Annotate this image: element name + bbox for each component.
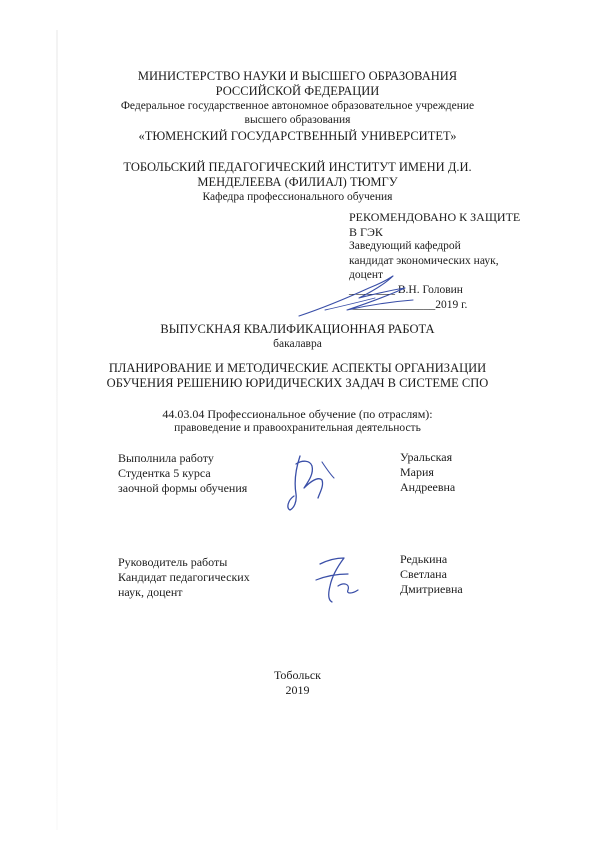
supervisor-surname: Редькина [400, 552, 448, 566]
supervisor-patronymic: Дмитриевна [400, 582, 463, 596]
footer-year: 2019 [285, 683, 310, 697]
institution-line-2: высшего образования [244, 114, 351, 126]
approval-line-1: РЕКОМЕНДОВАНО К ЗАЩИТЕ [349, 210, 521, 224]
student-first-name: Мария [400, 465, 434, 479]
institution-line-1: Федеральное государственное автономное образовательное учреждение [120, 100, 475, 112]
university-name: «ТЮМЕНСКИЙ ГОСУДАРСТВЕННЫЙ УНИВЕРСИТЕТ» [138, 129, 457, 143]
work-type: ВЫПУСКНАЯ КВАЛИФИКАЦИОННАЯ РАБОТА [160, 322, 435, 336]
approval-line-3: Заведующий кафедрой [349, 240, 461, 252]
department-name: Кафедра профессионального обучения [202, 191, 393, 203]
approval-line-2: В ГЭК [349, 225, 383, 239]
work-title-line-1: ПЛАНИРОВАНИЕ И МЕТОДИЧЕСКИЕ АСПЕКТЫ ОРГАНИЗАЦИИ [108, 361, 487, 375]
work-degree: бакалавра [273, 338, 322, 350]
approval-signature-line: ________ В.Н. Головин [349, 284, 463, 296]
work-title-line-2: ОБУЧЕНИЯ РЕШЕНИЮ ЮРИДИЧЕСКИХ ЗАДАЧ В СИСТЕМЕ СПО [106, 376, 489, 390]
student-label-line-3: заочной формы обучения [118, 481, 248, 495]
approval-line-4: кандидат экономических наук, [349, 255, 499, 267]
ministry-line-1: МИНИСТЕРСТВО НАУКИ И ВЫСШЕГО ОБРАЗОВАНИЯ [137, 69, 458, 83]
student-label-line-1: Выполнила работу [118, 451, 214, 465]
supervisor-label-line-1: Руководитель работы [118, 555, 228, 569]
approval-date-line: _______________2019 г. [349, 299, 468, 311]
footer-city: Тобольск [274, 668, 321, 682]
institute-line-1: ТОБОЛЬСКИЙ ПЕДАГОГИЧЕСКИЙ ИНСТИТУТ ИМЕНИ Д.И. [123, 160, 472, 174]
supervisor-first-name: Светлана [400, 567, 447, 581]
supervisor-signature [312, 552, 366, 604]
institute-line-2: МЕНДЕЛЕЕВА (ФИЛИАЛ) ТЮМГУ [197, 175, 398, 189]
student-surname: Уральская [400, 450, 453, 464]
student-patronymic: Андреевна [400, 480, 456, 494]
ministry-line-2: РОССИЙСКОЙ ФЕДЕРАЦИИ [215, 84, 380, 98]
specialty-line-1: 44.03.04 Профессиональное обучение (по отраслям): [162, 407, 433, 421]
head-of-department-signature [295, 272, 425, 322]
supervisor-label-line-2: Кандидат педагогических [118, 570, 250, 584]
supervisor-label-line-3: наук, доцент [118, 585, 183, 599]
specialty-line-2: правоведение и правоохранительная деятельность [174, 422, 421, 434]
student-signature [282, 452, 342, 516]
student-label-line-2: Студентка 5 курса [118, 466, 211, 480]
approval-line-5: доцент [349, 269, 384, 281]
